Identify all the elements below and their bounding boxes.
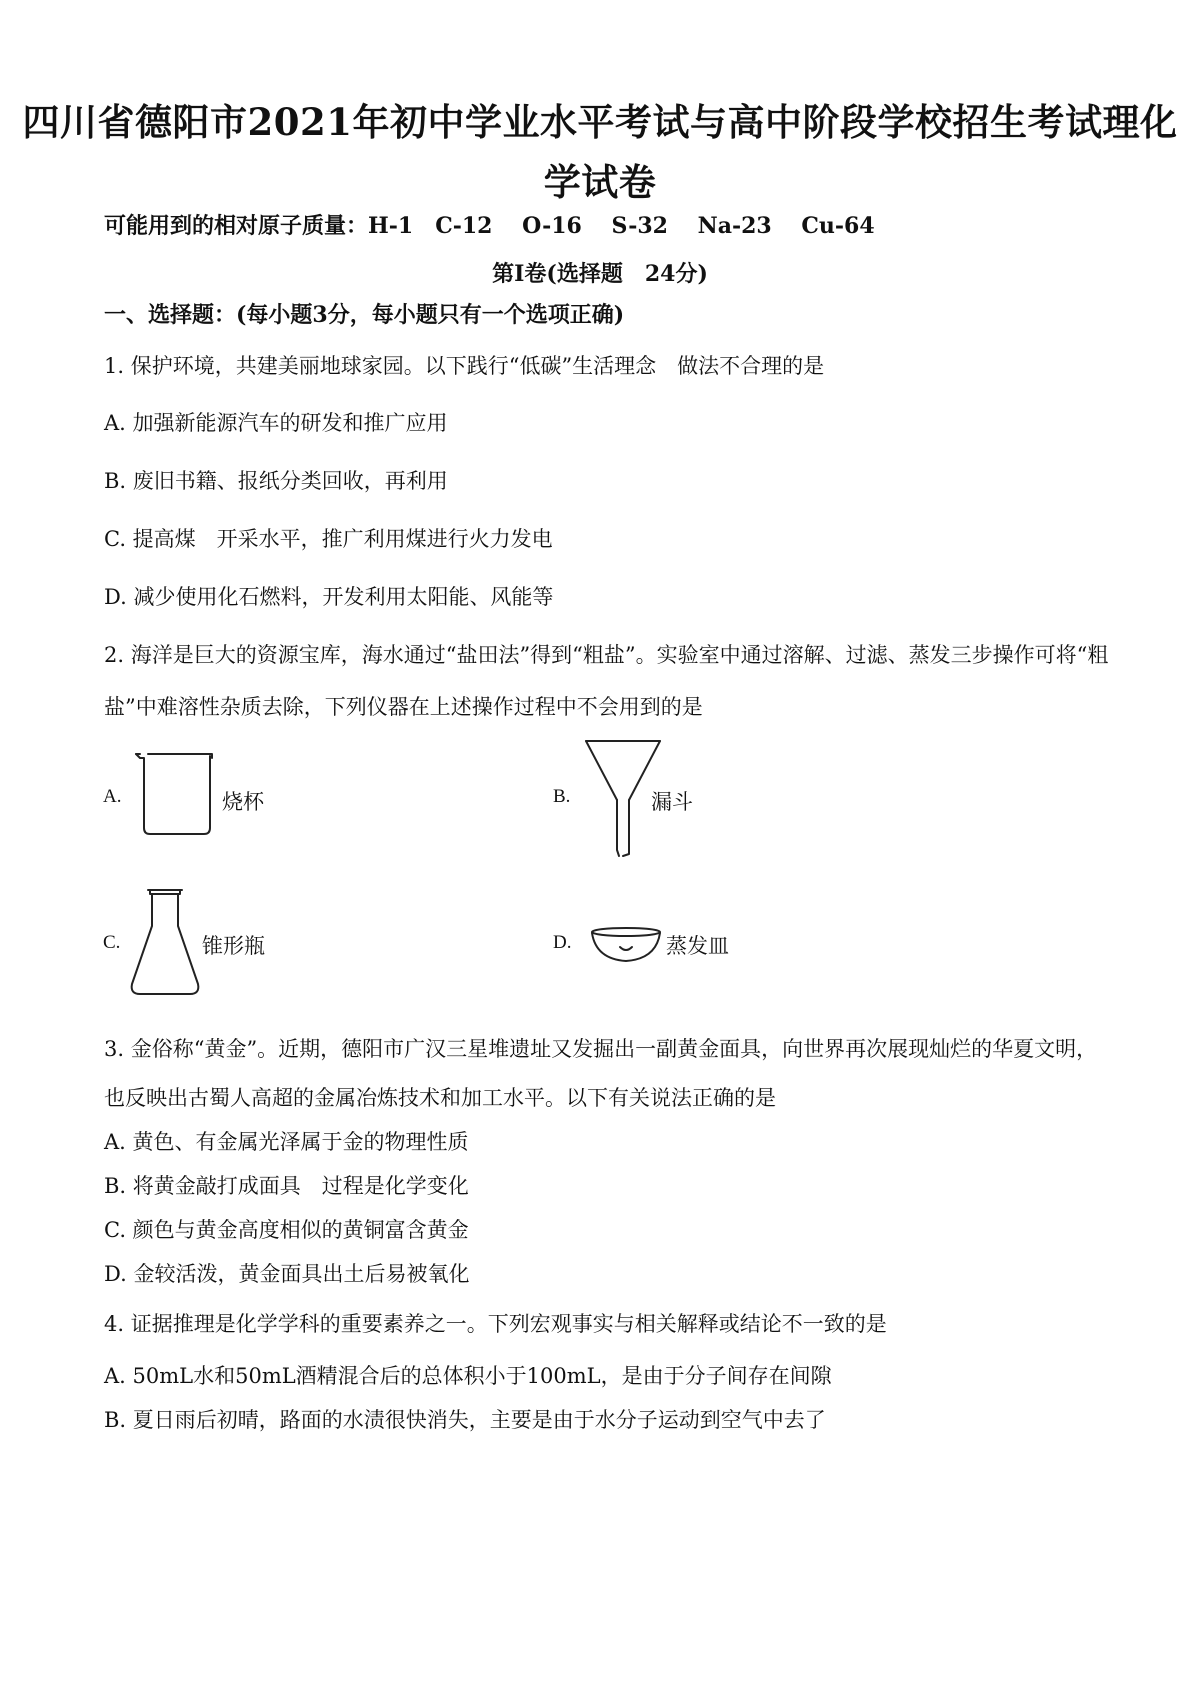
volume-title: 第Ⅰ卷(选择题 24分) (492, 261, 708, 287)
option-b-letter: B. (553, 786, 571, 807)
option-c-name: 锥形瓶 (202, 934, 265, 958)
exam-title-line2: 学试卷 (543, 160, 657, 204)
question-stem-line1: 2. 海洋是巨大的资源宝库，海水通过“盐田法”得到“粗盐”。实验室中通过溶解、过滤、蒸发三步操作可将“粗 (104, 643, 1109, 667)
question-stem: 1. 保护环境，共建美丽地球家园。以下践行“低碳”生活理念 做法不合理的是 (104, 354, 825, 378)
option-d-letter: D. (553, 932, 572, 953)
option-b-name: 漏斗 (651, 790, 693, 814)
exam-title-line1: 四川省德阳市2021年初中学业水平考试与高中阶段学校招生考试理化 (22, 100, 1178, 144)
option-a-name: 烧杯 (222, 790, 264, 814)
question-stem-line1: 3. 金俗称“黄金”。近期，德阳市广汉三星堆遗址又发掘出一副黄金面具，向世界再次展现灿烂的华夏文明， (104, 1037, 1098, 1061)
option-c: C. 颜色与黄金高度相似的黄铜富含黄金 (104, 1218, 469, 1242)
evaporating-dish-icon (588, 925, 664, 967)
option-c-letter: C. (103, 932, 121, 953)
option-b: B. 夏日雨后初晴，路面的水渍很快消失，主要是由于水分子运动到空气中去了 (104, 1408, 826, 1432)
question-stem-line2: 盐”中难溶性杂质去除，下列仪器在上述操作过程中不会用到的是 (104, 695, 703, 719)
option-a: A. 加强新能源汽车的研发和推广应用 (104, 411, 448, 435)
option-b: B. 废旧书籍、报纸分类回收，再利用 (104, 469, 448, 493)
option-d: D. 金较活泼，黄金面具出土后易被氧化 (104, 1262, 470, 1286)
option-a: A. 黄色、有金属光泽属于金的物理性质 (104, 1130, 469, 1154)
atomic-masses: 可能用到的相对原子质量：H-1 C-12 O-16 S-32 Na-23 Cu-64 (104, 213, 875, 239)
question-stem: 4. 证据推理是化学学科的重要素养之一。下列宏观事实与相关解释或结论不一致的是 (104, 1312, 887, 1336)
conical-flask-icon (128, 884, 202, 1000)
option-a: A. 50mL水和50mL酒精混合后的总体积小于100mL，是由于分子间存在间隙 (104, 1364, 832, 1388)
option-d-name: 蒸发皿 (666, 934, 729, 958)
option-d: D. 减少使用化石燃料，开发利用太阳能、风能等 (104, 585, 554, 609)
option-a-letter: A. (103, 786, 122, 807)
section-title: 一、选择题：(每小题3分，每小题只有一个选项正确) (104, 302, 625, 328)
option-c: C. 提高煤 开采水平，推广利用煤进行火力发电 (104, 527, 553, 551)
option-b: B. 将黄金敲打成面具 过程是化学变化 (104, 1174, 469, 1198)
question-stem-line2: 也反映出古蜀人高超的金属冶炼技术和加工水平。以下有关说法正确的是 (104, 1086, 776, 1110)
beaker-icon (130, 748, 220, 840)
